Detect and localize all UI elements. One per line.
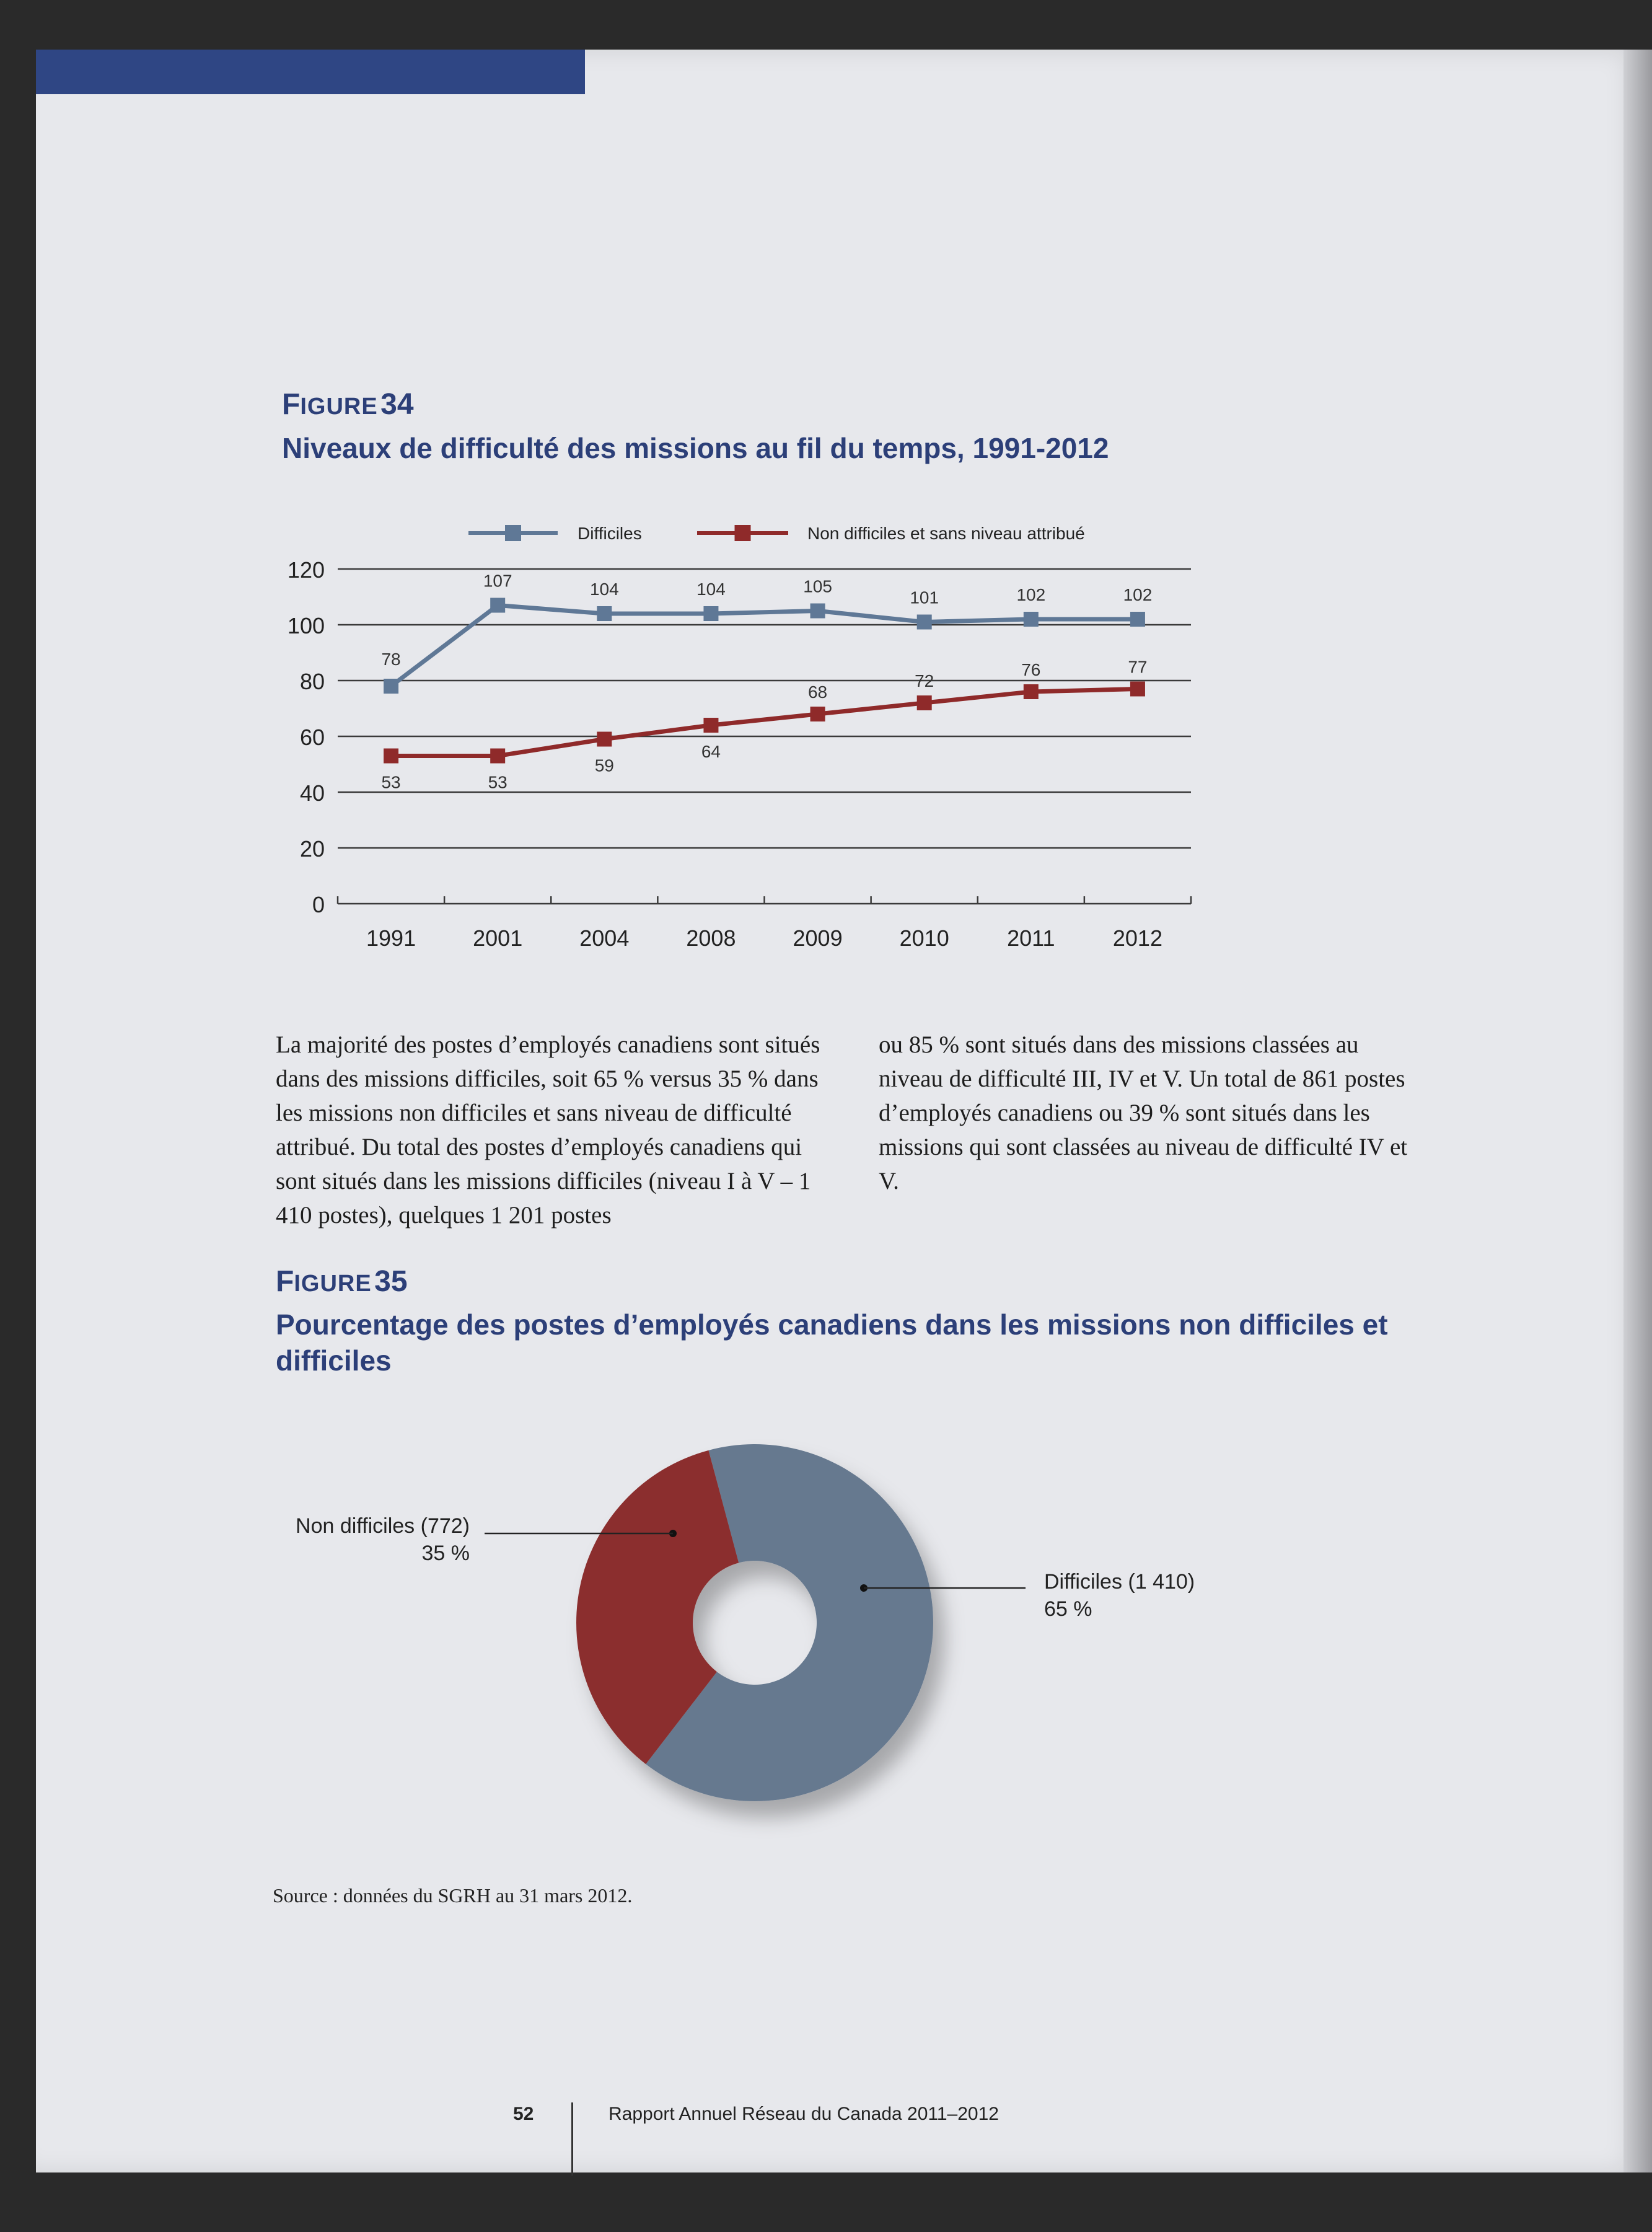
series-1-point <box>703 718 718 733</box>
figure34-label-number: 34 <box>380 388 414 421</box>
pie-label-non-difficiles-name: Non difficiles (772) <box>296 1514 470 1538</box>
series-0-point <box>490 598 505 613</box>
data-label: 102 <box>1123 585 1153 604</box>
data-label: 72 <box>915 671 934 690</box>
data-label: 53 <box>381 772 401 792</box>
data-label: 101 <box>910 588 939 607</box>
figure35-label-number: 35 <box>374 1265 408 1298</box>
x-tick-label: 2004 <box>579 925 630 951</box>
data-label: 53 <box>488 772 507 792</box>
footer-title: Rapport Annuel Réseau du Canada 2011–2012 <box>609 2104 999 2124</box>
data-label: 59 <box>594 756 614 775</box>
pie-label-difficiles-pct: 65 % <box>1044 1597 1092 1621</box>
footer-divider <box>571 2102 573 2176</box>
x-tick-label: 2012 <box>1112 925 1162 951</box>
body-paragraph-col2: ou 85 % sont situés dans des missions classées au niveau de difficulté III, IV et V. Un total de 861 postes d’employés canadiens ou 39 % sont situés dans les missions qui sont classées au niveau de difficulté IV et V. <box>879 1031 1408 1194</box>
data-label: 64 <box>701 742 721 761</box>
chart-series <box>381 571 1152 792</box>
legend-label-0: Difficiles <box>578 524 642 543</box>
figure35-label-initial: F <box>276 1265 294 1298</box>
data-label: 102 <box>1016 585 1046 604</box>
x-tick-label: 2010 <box>899 925 949 951</box>
legend-marker-1 <box>735 525 751 541</box>
figure35-title: Pourcentage des postes d’employés canadiens dans les missions non difficiles et difficiles <box>276 1308 1388 1377</box>
pie-label-non-difficiles <box>296 1512 470 1567</box>
series-1-point <box>597 732 612 747</box>
pie-label-non-difficiles-pct: 35 % <box>421 1542 470 1565</box>
data-label: 68 <box>807 682 828 702</box>
pie-label-difficiles <box>1044 1568 1195 1623</box>
series-0-point <box>811 604 825 619</box>
series-0-point <box>703 606 718 621</box>
series-0-point <box>384 679 398 694</box>
figure34-title: Niveaux de difficulté des missions au fil du temps, 1991-2012 <box>282 432 1109 464</box>
data-label: 78 <box>381 650 401 669</box>
series-1-point <box>384 749 398 764</box>
series-1-point <box>490 749 505 764</box>
y-tick-label: 80 <box>299 669 325 694</box>
series-0-point <box>1130 612 1145 627</box>
data-label: 107 <box>483 571 512 591</box>
figure34-label-initial: F <box>282 388 301 421</box>
chart-legend <box>468 524 1085 543</box>
pie-label-difficiles-name: Difficiles (1 410) <box>1044 1570 1195 1594</box>
donut-chart <box>0 1395 1652 1859</box>
y-tick-label: 60 <box>299 725 325 750</box>
series-0-point <box>917 615 932 630</box>
legend-marker-0 <box>505 525 521 541</box>
figure35-label <box>276 1264 408 1299</box>
body-paragraph-col1: La majorité des postes d’employés canadiens sont situés dans des missions difficiles, soit 65 % versus 35 % dans les missions non difficiles et sans niveau de difficulté attribué. Du total des postes d’employés canadiens qui sont situés dans les missions difficiles (niveau I à V – 1 410 postes), quelques 1 201 postes <box>276 1031 820 1228</box>
data-label: 104 <box>589 580 619 599</box>
y-tick-label: 0 <box>312 892 325 917</box>
data-label: 77 <box>1128 657 1148 677</box>
series-0-point <box>1024 612 1039 627</box>
series-1-point <box>917 695 932 710</box>
y-tick-label: 40 <box>299 780 325 806</box>
data-label: 76 <box>1021 660 1041 679</box>
line-chart <box>0 0 1652 992</box>
data-label: 105 <box>803 576 832 596</box>
figure34-label-rest: IGURE <box>300 394 378 420</box>
x-tick-label: 2001 <box>473 925 523 951</box>
page-number: 52 <box>513 2104 534 2124</box>
y-tick-label: 100 <box>287 613 325 638</box>
x-tick-label: 1991 <box>366 925 416 951</box>
x-tick-label: 2008 <box>686 925 736 951</box>
series-1-point <box>811 707 825 721</box>
source-note: Source : données du SGRH au 31 mars 2012. <box>273 1884 633 1907</box>
series-1-point <box>1130 682 1145 697</box>
figure35-label-rest: IGURE <box>294 1271 372 1297</box>
y-tick-label: 120 <box>287 557 325 583</box>
x-tick-label: 2011 <box>1007 925 1055 951</box>
series-1-point <box>1024 684 1039 699</box>
x-tick-label: 2009 <box>793 925 843 951</box>
series-0-point <box>597 606 612 621</box>
legend-label-1: Non difficiles et sans niveau attribué <box>807 524 1085 543</box>
data-label: 104 <box>696 580 726 599</box>
y-tick-label: 20 <box>299 836 325 862</box>
